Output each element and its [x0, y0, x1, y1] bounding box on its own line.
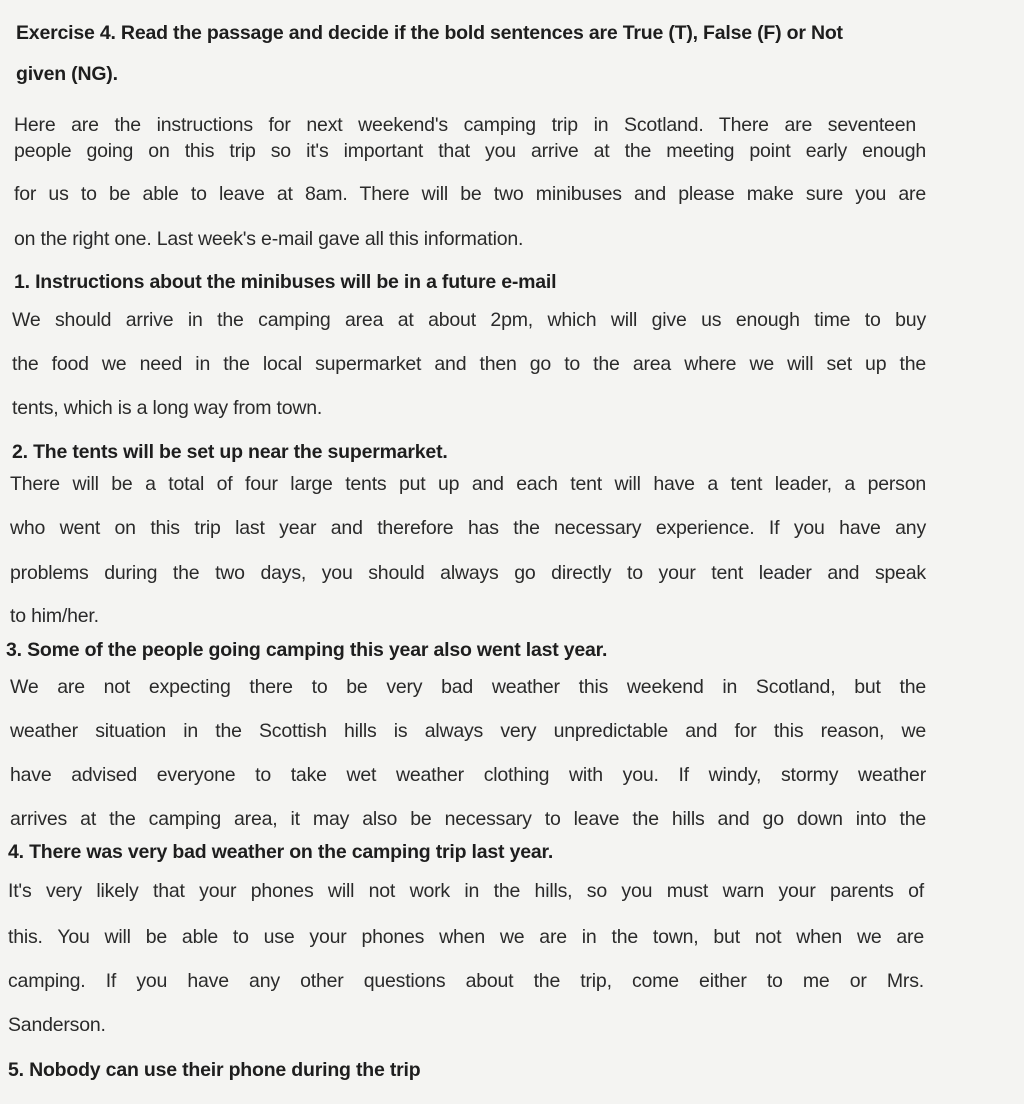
- statement-4: 4. There was very bad weather on the camping trip last year.: [8, 841, 554, 863]
- passage-p2-line-3: tents, which is a long way from town.: [12, 397, 323, 419]
- passage-p4-line-2: weather situation in the Scottish hills is always very unpredictable and for this reason, we: [10, 720, 926, 742]
- passage-p3-line-3: problems during the two days, you should always go directly to your tent leader and speak: [10, 562, 926, 584]
- statement-3: 3. Some of the people going camping this year also went last year.: [6, 639, 608, 661]
- passage-p3-line-2: who went on this trip last year and therefore has the necessary experience. If you have any: [10, 517, 926, 539]
- passage-p2-line-2: the food we need in the local supermarket and then go to the area where we will set up the: [12, 353, 926, 375]
- passage-p3-line-4: to him/her.: [10, 605, 99, 627]
- passage-p3-line-1: There will be a total of four large tents put up and each tent will have a tent leader, a person: [10, 473, 926, 495]
- exercise-title-line-1: Exercise 4. Read the passage and decide if the bold sentences are True (T), False (F) or Not: [16, 22, 843, 44]
- passage-p5-line-4: Sanderson.: [8, 1014, 106, 1036]
- statement-2: 2. The tents will be set up near the supermarket.: [12, 441, 448, 463]
- passage-p2-line-1: We should arrive in the camping area at about 2pm, which will give us enough time to buy: [12, 309, 926, 331]
- statement-5: 5. Nobody can use their phone during the trip: [8, 1059, 421, 1081]
- passage-p1-line-2: people going on this trip so it's important that you arrive at the meeting point early enough: [14, 140, 926, 162]
- exercise-title-line-2: given (NG).: [16, 63, 118, 85]
- passage-p1-line-4: on the right one. Last week's e-mail gave all this information.: [14, 228, 524, 250]
- statement-1: 1. Instructions about the minibuses will be in a future e-mail: [14, 271, 557, 293]
- passage-p4-line-3: have advised everyone to take wet weather clothing with you. If windy, stormy weather: [10, 764, 926, 786]
- passage-p5-line-2: this. You will be able to use your phones when we are in the town, but not when we are: [8, 926, 924, 948]
- passage-p4-line-4: arrives at the camping area, it may also be necessary to leave the hills and go down into the: [10, 808, 926, 830]
- passage-p1-line-3: for us to be able to leave at 8am. There will be two minibuses and please make sure you are: [14, 183, 926, 205]
- passage-p5-line-1: It's very likely that your phones will not work in the hills, so you must warn your parents of: [8, 880, 924, 902]
- passage-p5-line-3: camping. If you have any other questions about the trip, come either to me or Mrs.: [8, 970, 924, 992]
- passage-p1-line-1: Here are the instructions for next weekend's camping trip in Scotland. There are seventeen: [14, 114, 916, 136]
- passage-p4-line-1: We are not expecting there to be very bad weather this weekend in Scotland, but the: [10, 676, 926, 698]
